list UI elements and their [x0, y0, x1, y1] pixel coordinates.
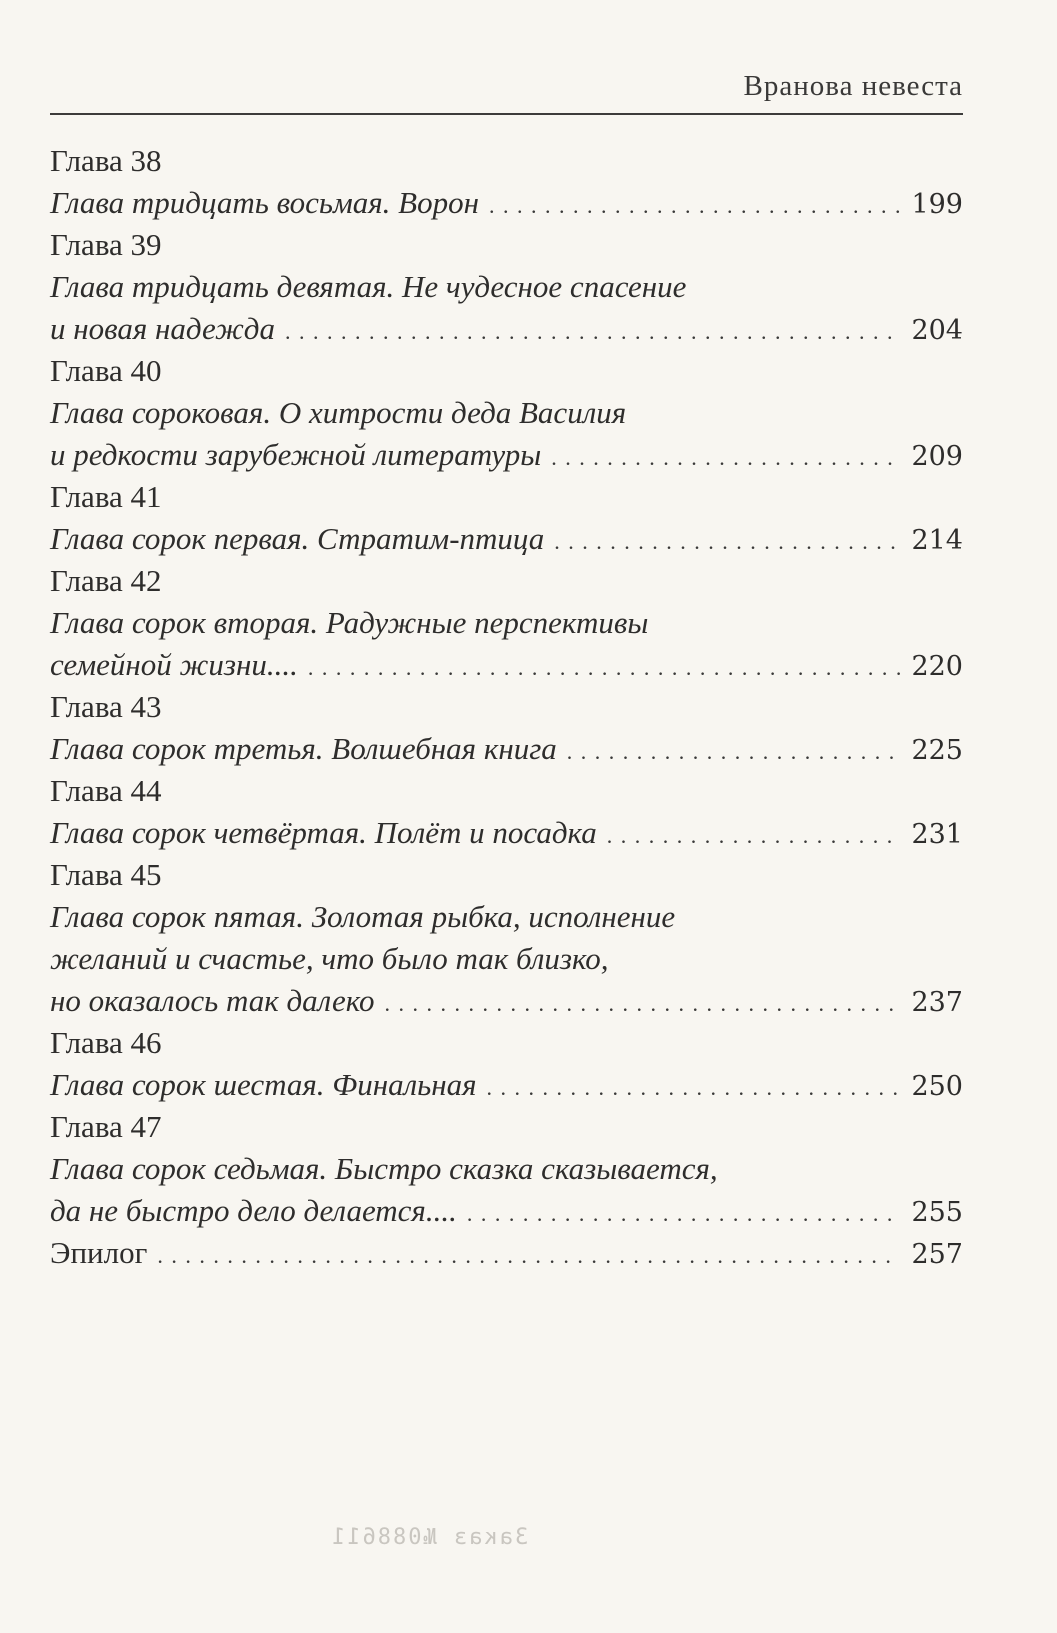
- table-of-contents: [50, 140, 963, 1274]
- toc-entry: [50, 686, 963, 770]
- chapter-title-text: Глава сорок первая. Стратим-птица: [50, 521, 545, 556]
- dot-leader: [607, 812, 902, 854]
- page-number: 257: [911, 1239, 963, 1270]
- chapter-title-final-line: [50, 182, 963, 224]
- dot-leader: [385, 980, 902, 1022]
- chapter-title-line: Глава сорок пятая. Золотая рыбка, исполнение: [50, 899, 676, 934]
- chapter-title-final-line: [50, 644, 963, 686]
- page-number: 220: [911, 651, 963, 682]
- chapter-label: Глава 45: [50, 857, 162, 892]
- dot-leader: [551, 434, 901, 476]
- page-number: 237: [911, 987, 963, 1018]
- toc-entry: [50, 560, 963, 686]
- running-title: Вранова невеста: [743, 70, 963, 102]
- chapter-title-text: семейной жизни....: [50, 647, 298, 682]
- chapter-label: Глава 42: [50, 563, 162, 598]
- bleed-through-text: Заказ №088611: [330, 1525, 529, 1550]
- chapter-title-line: желаний и счастье, что было так близко,: [50, 941, 609, 976]
- toc-entry: [50, 770, 963, 854]
- dot-leader: [554, 518, 901, 560]
- chapter-title-line: Глава сорок седьмая. Быстро сказка сказывается,: [50, 1151, 718, 1186]
- page-number: 214: [911, 525, 963, 556]
- chapter-title-final-line: [50, 812, 963, 854]
- chapter-title-text: Глава сорок четвёртая. Полёт и посадка: [50, 815, 597, 850]
- header-rule: [50, 113, 963, 115]
- chapter-label: Глава 39: [50, 227, 162, 262]
- chapter-label: Глава 47: [50, 1109, 162, 1144]
- dot-leader: [489, 182, 901, 224]
- chapter-label: Глава 43: [50, 689, 162, 724]
- chapter-label: Глава 44: [50, 773, 162, 808]
- toc-entry: [50, 350, 963, 476]
- toc-entry: [50, 1022, 963, 1106]
- chapter-title-final-line: [50, 308, 963, 350]
- dot-leader: [467, 1190, 902, 1232]
- chapter-title-text: Глава сорок третья. Волшебная книга: [50, 731, 557, 766]
- page-number: 225: [911, 735, 963, 766]
- toc-entry: [50, 1106, 963, 1232]
- chapter-title-line: Глава сорок вторая. Радужные перспективы: [50, 605, 649, 640]
- chapter-title-final-line: [50, 980, 963, 1022]
- page-number: 250: [911, 1071, 963, 1102]
- chapter-title-line: Глава тридцать девятая. Не чудесное спасение: [50, 269, 687, 304]
- chapter-title-text: и новая надежда: [50, 311, 275, 346]
- dot-leader: [567, 728, 902, 770]
- page-number: 204: [911, 315, 963, 346]
- chapter-title-line: Глава сороковая. О хитрости деда Василия: [50, 395, 627, 430]
- toc-entry: [50, 224, 963, 350]
- toc-entry: [50, 476, 963, 560]
- page-number: 231: [911, 819, 963, 850]
- dot-leader: [157, 1232, 901, 1274]
- chapter-title-final-line: [50, 728, 963, 770]
- chapter-title-text: но оказалось так далеко: [50, 983, 375, 1018]
- page-number: 209: [911, 441, 963, 472]
- dot-leader: [308, 644, 902, 686]
- page-number: 199: [911, 189, 963, 220]
- chapter-title-final-line: [50, 1190, 963, 1232]
- chapter-title-final-line: [50, 518, 963, 560]
- chapter-label: Глава 46: [50, 1025, 162, 1060]
- chapter-title-text: Глава тридцать восьмая. Ворон: [50, 185, 479, 220]
- toc-entry-epilogue: [50, 1232, 963, 1274]
- chapter-title-text: да не быстро дело делается....: [50, 1193, 457, 1228]
- page-number: 255: [911, 1197, 963, 1228]
- chapter-title-text: и редкости зарубежной литературы: [50, 437, 542, 472]
- toc-entry: [50, 140, 963, 224]
- chapter-title-final-line: [50, 1064, 963, 1106]
- toc-entry: [50, 854, 963, 1022]
- chapter-title-final-line: [50, 434, 963, 476]
- epilogue-label: Эпилог: [50, 1235, 148, 1270]
- dot-leader: [285, 308, 901, 350]
- chapter-label: Глава 38: [50, 143, 162, 178]
- chapter-label: Глава 41: [50, 479, 162, 514]
- dot-leader: [487, 1064, 902, 1106]
- chapter-title-text: Глава сорок шестая. Финальная: [50, 1067, 477, 1102]
- chapter-label: Глава 40: [50, 353, 162, 388]
